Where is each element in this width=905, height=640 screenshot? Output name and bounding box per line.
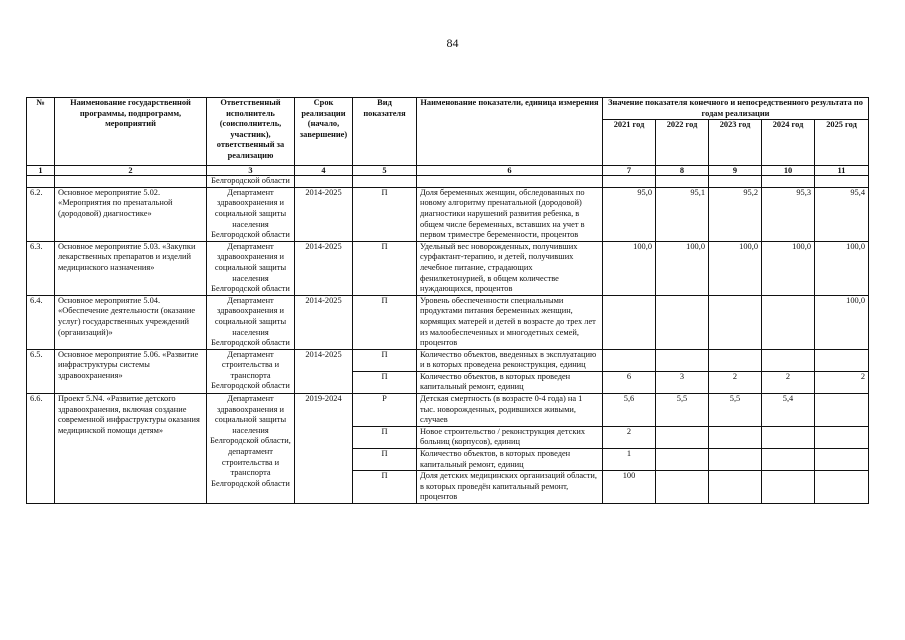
value-cell: 5,4 bbox=[762, 394, 815, 427]
indicator-name: Новое строительство / реконструкция детских больниц (корпусов), единиц bbox=[417, 426, 603, 448]
value-cell bbox=[709, 471, 762, 504]
header-year: 2021 год bbox=[603, 120, 656, 166]
row-number: 6.4. bbox=[27, 295, 55, 349]
column-number: 7 bbox=[603, 166, 656, 176]
program-table bbox=[26, 97, 869, 504]
measure-name: Основное мероприятие 5.04. «Обеспечение деятельности (оказание услуг) государственных учреждений (организаций)» bbox=[55, 295, 207, 349]
header-term: Срок реализации (начало, завершение) bbox=[295, 98, 353, 166]
page-number: 84 bbox=[446, 36, 459, 50]
column-number: 8 bbox=[656, 166, 709, 176]
header-indicator-name: Наименование показатели, единица измерения bbox=[417, 98, 603, 166]
carry-over-responsible: Белгородской области bbox=[207, 176, 295, 188]
table-row bbox=[27, 394, 869, 427]
responsible: Департамент строительства и транспорта Белгородской области bbox=[207, 349, 295, 393]
value-cell bbox=[762, 426, 815, 448]
term: 2014-2025 bbox=[295, 349, 353, 393]
header-year: 2025 год bbox=[815, 120, 869, 166]
value-cell: 95,0 bbox=[603, 187, 656, 241]
header-responsible: Ответственный исполнитель (соисполнитель, участник), ответственный за реализацию bbox=[207, 98, 295, 166]
value-cell bbox=[603, 349, 656, 371]
value-cell bbox=[709, 295, 762, 349]
term: 2014-2025 bbox=[295, 241, 353, 295]
value-cell: 100,0 bbox=[815, 241, 869, 295]
measure-name: Проект 5.N4. «Развитие детского здравоохранения, включая создание современной инфраструктуры оказания медицинской помощи детям» bbox=[55, 394, 207, 504]
value-cell: 1 bbox=[603, 449, 656, 471]
term: 2014-2025 bbox=[295, 295, 353, 349]
value-cell: 100,0 bbox=[762, 241, 815, 295]
value-cell: 100,0 bbox=[656, 241, 709, 295]
indicator-name: Удельный вес новорожденных, получивших сурфактант-терапию, и детей, получивших лечебное питание, страдающих фенилкетонурией, в общем количестве нуждающихся, процентов bbox=[417, 241, 603, 295]
header-year: 2022 год bbox=[656, 120, 709, 166]
column-number: 11 bbox=[815, 166, 869, 176]
value-cell bbox=[656, 449, 709, 471]
table-row bbox=[27, 241, 869, 295]
indicator-type: П bbox=[353, 371, 417, 393]
indicator-type: П bbox=[353, 295, 417, 349]
indicator-type: П bbox=[353, 349, 417, 371]
row-number: 6.6. bbox=[27, 394, 55, 504]
value-cell: 100,0 bbox=[709, 241, 762, 295]
value-cell bbox=[815, 471, 869, 504]
indicator-name: Доля беременных женщин, обследованных по новому алгоритму пренатальной (дородовой) диагностики нарушений развития ребенка, в общем числе беременных, вставших на учет в первом триместре беременности, процентов bbox=[417, 187, 603, 241]
value-cell: 5,6 bbox=[603, 394, 656, 427]
measure-name: Основное мероприятие 5.02. «Мероприятия по пренатальной (дородовой) диагностике» bbox=[55, 187, 207, 241]
value-cell: 100 bbox=[603, 471, 656, 504]
indicator-name: Количество объектов, введенных в эксплуатацию и в которых проведена реконструкция, единиц bbox=[417, 349, 603, 371]
value-cell: 2 bbox=[815, 371, 869, 393]
header-year: 2024 год bbox=[762, 120, 815, 166]
column-number: 5 bbox=[353, 166, 417, 176]
row-number: 6.2. bbox=[27, 187, 55, 241]
measure-name: Основное мероприятие 5.06. «Развитие инфраструктуры системы здравоохранения» bbox=[55, 349, 207, 393]
value-cell bbox=[762, 471, 815, 504]
header-num: № bbox=[27, 98, 55, 166]
value-cell bbox=[762, 449, 815, 471]
value-cell: 100,0 bbox=[603, 241, 656, 295]
indicator-name: Уровень обеспеченности специальными продуктами питания беременных женщин, кормящих матерей и детей в возрасте до трех лет из малообеспеченных и многодетных семей, процентов bbox=[417, 295, 603, 349]
header-indicator-type: Вид показателя bbox=[353, 98, 417, 166]
responsible: Департамент здравоохранения и социальной защиты населения Белгородской области bbox=[207, 241, 295, 295]
indicator-type: П bbox=[353, 241, 417, 295]
value-cell bbox=[656, 295, 709, 349]
indicator-name: Количество объектов, в которых проведен капитальный ремонт, единиц bbox=[417, 371, 603, 393]
value-cell: 95,4 bbox=[815, 187, 869, 241]
column-number: 6 bbox=[417, 166, 603, 176]
value-cell: 5,5 bbox=[709, 394, 762, 427]
value-cell bbox=[815, 449, 869, 471]
value-cell bbox=[815, 349, 869, 371]
value-cell bbox=[656, 349, 709, 371]
indicator-name: Доля детских медицинских организаций области, в которых проведён капитальный ремонт, процентов bbox=[417, 471, 603, 504]
value-cell: 3 bbox=[656, 371, 709, 393]
value-cell: 2 bbox=[603, 426, 656, 448]
value-cell bbox=[762, 295, 815, 349]
table-row bbox=[27, 295, 869, 349]
indicator-type: П bbox=[353, 426, 417, 448]
column-number: 2 bbox=[55, 166, 207, 176]
value-cell bbox=[815, 426, 869, 448]
column-numbers-row bbox=[27, 166, 869, 176]
row-number: 6.5. bbox=[27, 349, 55, 393]
table-row bbox=[27, 349, 869, 371]
value-cell bbox=[656, 426, 709, 448]
value-cell: 100,0 bbox=[815, 295, 869, 349]
header-year: 2023 год bbox=[709, 120, 762, 166]
column-number: 9 bbox=[709, 166, 762, 176]
table-row bbox=[27, 187, 869, 241]
value-cell bbox=[815, 394, 869, 427]
value-cell: 95,3 bbox=[762, 187, 815, 241]
header-name: Наименование государственной программы, подпрограмм, мероприятий bbox=[55, 98, 207, 166]
column-number: 4 bbox=[295, 166, 353, 176]
indicator-name: Детская смертность (в возрасте 0-4 года) на 1 тыс. новорожденных, родившихся живыми, случаев bbox=[417, 394, 603, 427]
value-cell bbox=[709, 426, 762, 448]
column-number: 10 bbox=[762, 166, 815, 176]
value-cell: 95,2 bbox=[709, 187, 762, 241]
row-number: 6.3. bbox=[27, 241, 55, 295]
value-cell: 95,1 bbox=[656, 187, 709, 241]
responsible: Департамент здравоохранения и социальной защиты населения Белгородской области, департамент строительства и транспорта Белгородской области bbox=[207, 394, 295, 504]
value-cell: 6 bbox=[603, 371, 656, 393]
term: 2014-2025 bbox=[295, 187, 353, 241]
responsible: Департамент здравоохранения и социальной защиты населения Белгородской области bbox=[207, 295, 295, 349]
value-cell: 2 bbox=[762, 371, 815, 393]
value-cell: 2 bbox=[709, 371, 762, 393]
indicator-type: П bbox=[353, 449, 417, 471]
column-number: 3 bbox=[207, 166, 295, 176]
indicator-name: Количество объектов, в которых проведен капитальный ремонт, единиц bbox=[417, 449, 603, 471]
measure-name: Основное мероприятие 5.03. «Закупки лекарственных препаратов и изделий медицинского назначения» bbox=[55, 241, 207, 295]
value-cell bbox=[762, 349, 815, 371]
column-number: 1 bbox=[27, 166, 55, 176]
value-cell bbox=[709, 349, 762, 371]
value-cell bbox=[603, 295, 656, 349]
indicator-type: Р bbox=[353, 394, 417, 427]
header-values: Значение показателя конечного и непосредственного результата по годам реализации bbox=[603, 98, 869, 120]
value-cell: 5,5 bbox=[656, 394, 709, 427]
value-cell bbox=[656, 471, 709, 504]
term: 2019-2024 bbox=[295, 394, 353, 504]
responsible: Департамент здравоохранения и социальной защиты населения Белгородской области bbox=[207, 187, 295, 241]
value-cell bbox=[709, 449, 762, 471]
indicator-type: П bbox=[353, 471, 417, 504]
indicator-type: П bbox=[353, 187, 417, 241]
table-row bbox=[27, 176, 869, 188]
